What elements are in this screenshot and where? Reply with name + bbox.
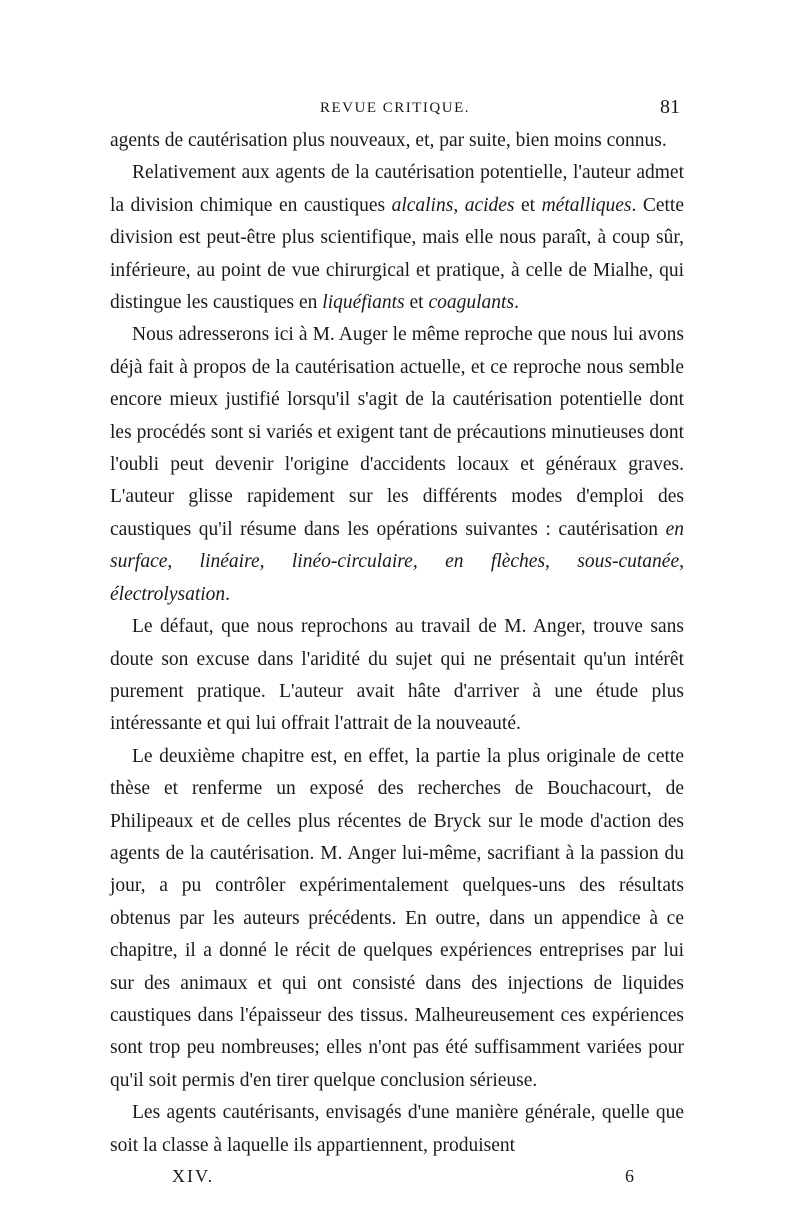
body-text <box>110 125 684 1162</box>
paragraph-text: agents de cautérisation plus nouveaux, et, par suite, bien moins connus. <box>110 130 667 151</box>
signature-mark: XIV. <box>172 1166 215 1186</box>
italic-term-acides: acides <box>464 194 515 216</box>
paragraph-text: Le défaut, que nous reprochons au travail de M. Anger, trouve sans doute son excuse dans l'aridité du sujet qui ne présentait qu'un intérêt purement pratique. L'auteur avait hâte d'arriver à une étude plus intéressante et qui lui offrait l'attrait de la nouveauté. <box>110 616 684 735</box>
paragraph-text: Les agents cautérisants, envisagés d'une manière générale, quelle que soit la classe à laquelle ils appartiennent, produisent <box>110 1102 684 1156</box>
paragraph-text: . Cette division est peut-être plus scientifique, mais elle nous paraît, à coup sûr, inférieure, au point de vue chirurgical et pratique, à celle de Mialhe, qui distingue les caustiques en <box>110 194 685 314</box>
italic-term-alcalins: alcalins <box>391 194 454 216</box>
signature-line <box>172 1166 634 1196</box>
paragraph-4 <box>110 611 684 741</box>
page-number: 81 <box>660 96 680 118</box>
paragraph-text: . <box>225 583 231 605</box>
italic-term-metalliques: métalliques <box>541 194 632 216</box>
running-title: REVUE CRITIQUE. <box>320 100 470 116</box>
paragraph-2 <box>110 157 684 319</box>
italic-term-list: en surface, linéaire, linéo-circulaire, en flèches, sous-cutanée, électrolysation <box>110 518 684 605</box>
paragraph-text: . <box>514 292 519 314</box>
italic-term-liquefiants: liquéfiants <box>322 292 405 314</box>
paragraph-text: et <box>404 292 429 314</box>
paragraph-text: Relativement aux agents de la cautérisation potentielle, l'auteur admet la division chimique en caustiques <box>110 162 684 216</box>
italic-term-coagulants: coagulants <box>428 292 515 314</box>
paragraph-text: Le deuxième chapitre est, en effet, la partie la plus originale de cette thèse et renferme un exposé des recherches de Bouchacourt, de Philipeaux et de celles plus récentes de Bryck sur le mode d'action des agents de la cautérisation. M. Anger lui-même, sacrifiant à la passion du jour, a pu contrôler expérimentalement quelques-uns des résultats obtenus par les auteurs précédents. En outre, dans un appendice à ce chapitre, il a donné le récit de quelques expériences entreprises par lui sur des animaux et qui ont consisté dans des injections de liquides caustiques dans l'épaisseur des tissus. Malheureusement ces expériences sont trop peu nombreuses; elles n'ont pas été suffisamment variées pour qu'il soit permis d'en tirer quelque conclusion sérieuse. <box>110 745 684 1091</box>
paragraph-text: , <box>453 194 465 216</box>
paragraph-1 <box>110 125 684 157</box>
paragraph-text: Nous adresserons ici à M. Auger le même reproche que nous lui avons déjà fait à propos de la cautérisation actuelle, et ce reproche nous semble encore mieux justifié lorsqu'il s'agit de la cautérisation potentielle dont les procédés sont si variés et exigent tant de précautions minutieuses dont l'oubli peut devenir l'origine d'accidents locaux et généraux graves. L'auteur glisse rapidement sur les différents modes d'emploi des caustiques qu'il résume dans les opérations suivantes : cautérisation <box>110 324 684 540</box>
paragraph-5 <box>110 741 684 1097</box>
paragraph-text: et <box>514 194 542 216</box>
gathering-number: 6 <box>625 1166 634 1186</box>
running-head <box>110 96 680 124</box>
paragraph-6 <box>110 1097 684 1162</box>
paragraph-3 <box>110 319 684 611</box>
